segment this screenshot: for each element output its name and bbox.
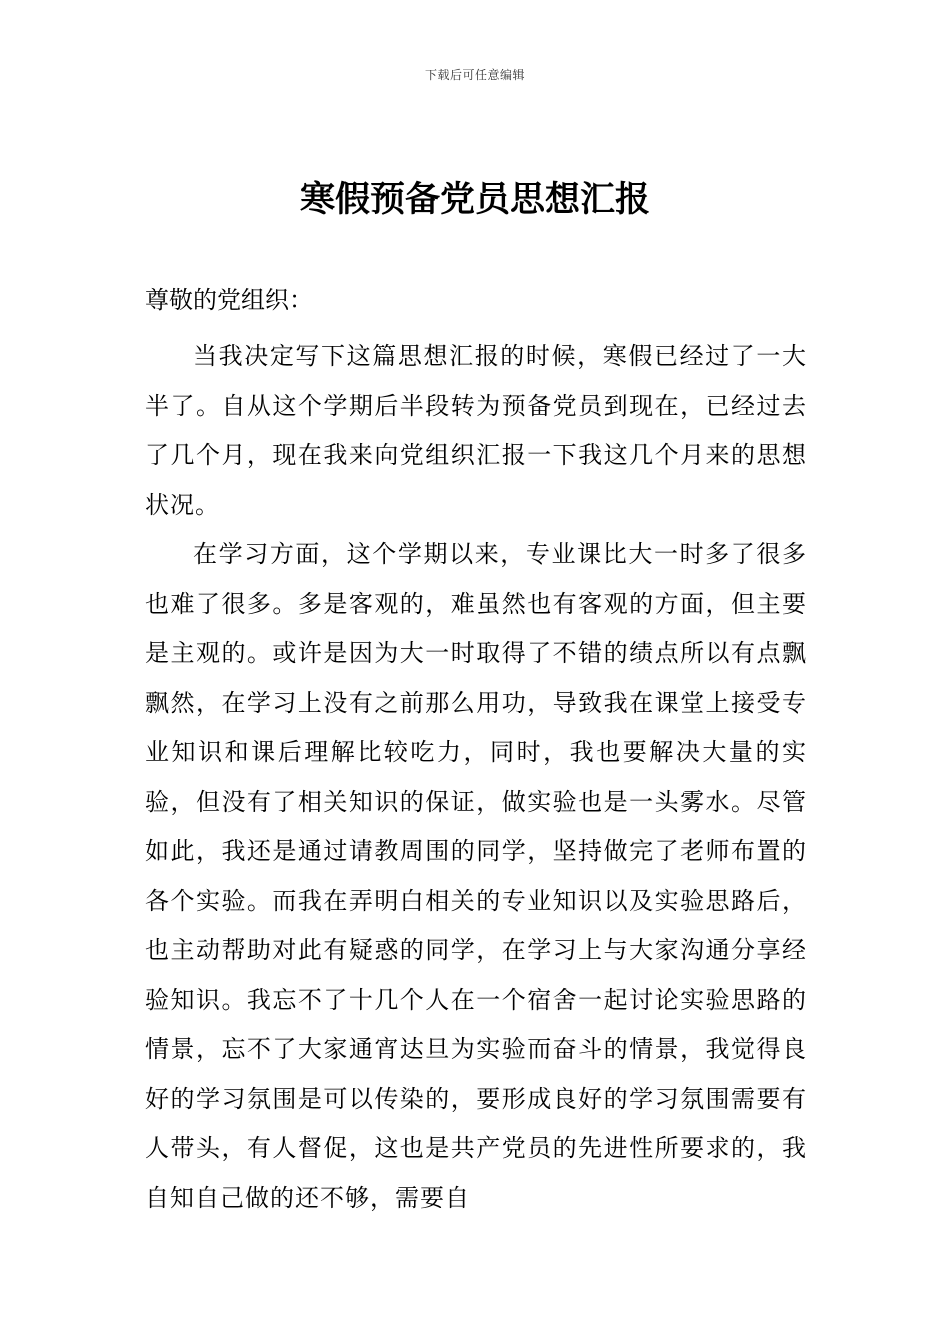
paragraph-2: 在学习方面，这个学期以来，专业课比大一时多了很多也难了很多。多是客观的，难虽然也有客观的方面，但主要是主观的。或许是因为大一时取得了不错的绩点所以有点飘飘然，在学习上没有之前那么用功，导致我在课堂上接受专业知识和课后理解比较吃力，同时，我也要解决大量的实验，但没有了相关知识的保证，做实验也是一头雾水。尽管如此，我还是通过请教周围的同学，坚持做完了老师布置的各个实验。而我在弄明白相关的专业知识以及实验思路后，也主动帮助对此有疑惑的同学，在学习上与大家沟通分享经验知识。我忘不了十几个人在一个宿舍一起讨论实验思路的情景，忘不了大家通宵达旦为实验而奋斗的情景，我觉得良好的学习氛围是可以传染的，要形成良好的学习氛围需要有人带头，有人督促，这也是共产党员的先进性所要求的，我自知自己做的还不够，需要自 (145, 540, 807, 1212)
paragraph-1: 当我决定写下这篇思想汇报的时候，寒假已经过了一大半了。自从这个学期后半段转为预备党员到现在，已经过去了几个月，现在我来向党组织汇报一下我这几个月来的思想状况。 (145, 342, 807, 519)
salutation: 尊敬的党组织： (145, 286, 313, 314)
document-title: 寒假预备党员思想汇报 (299, 179, 650, 220)
document-body (145, 332, 807, 1223)
header-note: 下载后可任意编辑 (424, 68, 525, 82)
